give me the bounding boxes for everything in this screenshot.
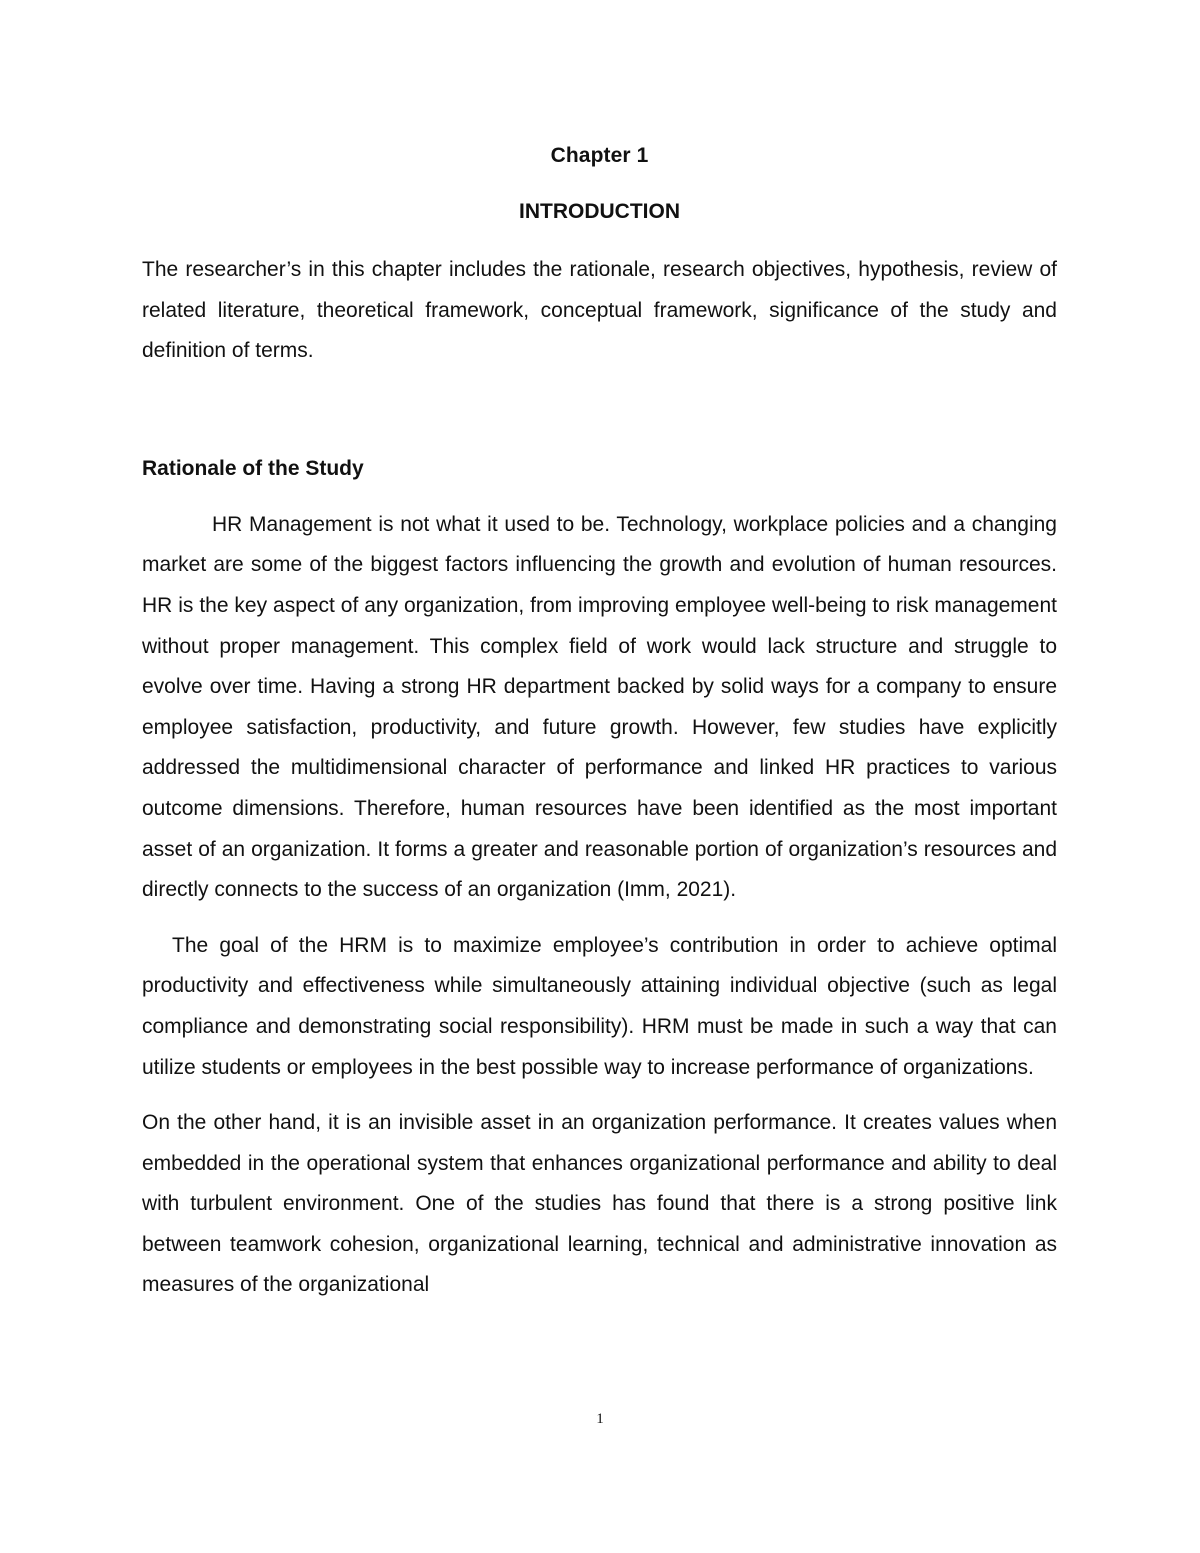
chapter-label: Chapter 1 <box>550 144 649 167</box>
section-heading: Rationale of the Study <box>142 456 364 480</box>
intro-paragraph: The researcher’s in this chapter includes the rationale, research objectives, hypothesis, review of related literature, theoretical framework, conceptual framework, significance of the study and definition of terms. <box>142 258 1057 363</box>
body-paragraph: The goal of the HRM is to maximize employee’s contribution in order to achieve optimal productivity and effectiveness while simultaneously attaining individual objective (such as legal compliance and demonstrating social responsibility). HRM must be made in such a way that can utilize students or employees in the best possible way to increase performance of organizations. <box>142 933 1057 1079</box>
page-number: 1 <box>596 1411 604 1427</box>
body-paragraph: HR Management is not what it used to be. Technology, workplace policies and a changing market are some of the biggest factors influencing the growth and evolution of human resources. HR is the key aspect of any organization, from improving employee well-being to risk management without proper management. This complex field of work would lack structure and struggle to evolve over time. Having a strong HR department backed by solid ways for a company to ensure employee satisfaction, productivity, and future growth. However, few studies have explicitly addressed the multidimensional character of performance and linked HR practices to various outcome dimensions. Therefore, human resources have been identified as the most important asset of an organization. It forms a greater and reasonable portion of organization’s resources and directly connects to the success of an organization (Imm, 2021). <box>142 512 1057 902</box>
page-content <box>142 140 1057 1306</box>
body-paragraph: On the other hand, it is an invisible asset in an organization performance. It creates values when embedded in the operational system that enhances organizational performance and ability to deal with turbulent environment. One of the studies has found that there is a strong positive link between teamwork cohesion, organizational learning, technical and administrative innovation as measures of the organizational <box>142 1111 1057 1297</box>
chapter-title: INTRODUCTION <box>519 200 680 223</box>
